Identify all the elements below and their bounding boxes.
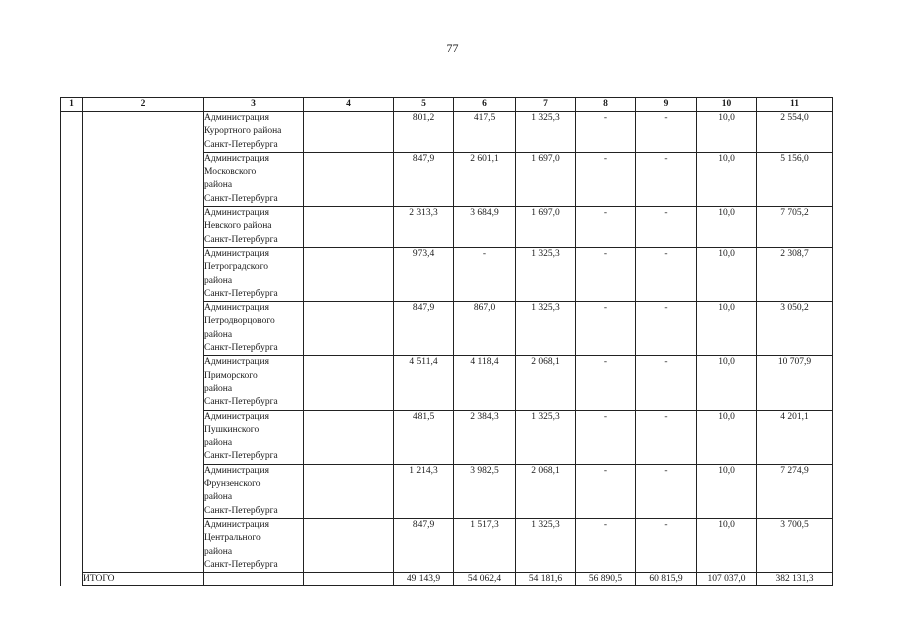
table-row <box>61 464 833 518</box>
value-cell: - <box>636 518 697 572</box>
value-cell: 10,0 <box>697 464 757 518</box>
table-row <box>61 518 833 572</box>
administration-name <box>204 302 304 356</box>
value-cell: 10,0 <box>697 152 757 206</box>
value-cell: - <box>636 152 697 206</box>
table-row <box>61 302 833 356</box>
administration-name-line: Администрация <box>204 303 269 314</box>
empty-cell <box>304 410 394 464</box>
administration-name-line: Администрация <box>204 411 269 422</box>
section-cell <box>83 247 204 301</box>
administration-name-line: Пушкинского <box>204 424 260 435</box>
budget-table <box>60 97 833 586</box>
value-cell: 417,5 <box>454 112 516 153</box>
row-number-cell <box>61 410 83 464</box>
value-cell: 2 601,1 <box>454 152 516 206</box>
column-number-row <box>61 98 833 112</box>
value-cell: - <box>636 410 697 464</box>
value-cell: 1 517,3 <box>454 518 516 572</box>
value-cell: 847,9 <box>394 152 454 206</box>
value-cell: 3 684,9 <box>454 207 516 248</box>
value-cell: 10,0 <box>697 112 757 153</box>
empty-cell <box>304 152 394 206</box>
administration-name-line: Администрация <box>204 519 269 530</box>
administration-name-line: Петродворцового <box>204 316 275 327</box>
value-cell: - <box>636 207 697 248</box>
row-number-cell <box>61 464 83 518</box>
value-cell: 10,0 <box>697 207 757 248</box>
row-number-cell <box>61 247 83 301</box>
value-cell: 5 156,0 <box>757 152 833 206</box>
value-cell: 10 707,9 <box>757 356 833 410</box>
column-header: 9 <box>636 98 697 112</box>
value-cell: 2 313,3 <box>394 207 454 248</box>
value-cell: 1 697,0 <box>516 152 576 206</box>
value-cell: - <box>636 247 697 301</box>
total-value: 54 062,4 <box>454 573 516 586</box>
value-cell: 7 274,9 <box>757 464 833 518</box>
value-cell: 7 705,2 <box>757 207 833 248</box>
administration-name <box>204 410 304 464</box>
total-value: 107 037,0 <box>697 573 757 586</box>
table-row <box>61 112 833 153</box>
total-row <box>61 573 833 586</box>
section-cell <box>83 152 204 206</box>
row-number-cell <box>61 207 83 248</box>
value-cell: 2 068,1 <box>516 356 576 410</box>
administration-name-line: Санкт-Петербурга <box>204 288 278 299</box>
value-cell: - <box>454 247 516 301</box>
administration-name-line: Московского <box>204 167 257 178</box>
value-cell: 10,0 <box>697 302 757 356</box>
administration-name-line: Курортного района <box>204 126 282 137</box>
administration-name <box>204 247 304 301</box>
administration-name-line: Невского района <box>204 221 272 232</box>
value-cell: - <box>576 152 636 206</box>
column-header: 7 <box>516 98 576 112</box>
value-cell: 4 118,4 <box>454 356 516 410</box>
value-cell: - <box>576 247 636 301</box>
value-cell: - <box>576 302 636 356</box>
total-spacer <box>61 573 83 586</box>
value-cell: 1 325,3 <box>516 247 576 301</box>
value-cell: 10,0 <box>697 356 757 410</box>
administration-name-line: Приморского <box>204 370 258 381</box>
administration-name-line: Администрация <box>204 113 269 123</box>
row-number-cell <box>61 152 83 206</box>
value-cell: - <box>576 112 636 153</box>
total-empty-cell <box>304 573 394 586</box>
administration-name-line: района <box>204 438 233 449</box>
column-header: 2 <box>83 98 204 112</box>
value-cell: 973,4 <box>394 247 454 301</box>
empty-cell <box>304 302 394 356</box>
administration-name-line: района <box>204 546 233 557</box>
value-cell: 1 325,3 <box>516 112 576 153</box>
column-header: 8 <box>576 98 636 112</box>
administration-name-line: Санкт-Петербурга <box>204 451 278 462</box>
administration-name-line: Центрального <box>204 533 261 544</box>
column-header: 1 <box>61 98 83 112</box>
section-cell <box>83 464 204 518</box>
total-value: 49 143,9 <box>394 573 454 586</box>
value-cell: 847,9 <box>394 302 454 356</box>
empty-cell <box>304 518 394 572</box>
value-cell: 867,0 <box>454 302 516 356</box>
value-cell: 10,0 <box>697 518 757 572</box>
value-cell: 10,0 <box>697 247 757 301</box>
administration-name-line: района <box>204 275 233 286</box>
value-cell: 1 697,0 <box>516 207 576 248</box>
administration-name-line: Санкт-Петербурга <box>204 139 278 150</box>
empty-cell <box>304 356 394 410</box>
row-number-cell <box>61 302 83 356</box>
value-cell: 3 050,2 <box>757 302 833 356</box>
column-header: 4 <box>304 98 394 112</box>
empty-cell <box>304 112 394 153</box>
value-cell: - <box>576 464 636 518</box>
value-cell: 801,2 <box>394 112 454 153</box>
section-cell <box>83 356 204 410</box>
section-cell <box>83 112 204 153</box>
column-header: 3 <box>204 98 304 112</box>
section-cell <box>83 518 204 572</box>
table-body <box>61 112 833 573</box>
page-number: 77 <box>446 41 459 55</box>
administration-name-line: района <box>204 492 233 503</box>
total-empty-cell <box>204 573 304 586</box>
table-row <box>61 410 833 464</box>
administration-name <box>204 207 304 248</box>
administration-name <box>204 112 304 153</box>
administration-name-line: района <box>204 329 233 340</box>
section-cell <box>83 207 204 248</box>
value-cell: 1 325,3 <box>516 410 576 464</box>
administration-name-line: Администрация <box>204 357 269 368</box>
row-number-cell <box>61 112 83 153</box>
table-row <box>61 207 833 248</box>
empty-cell <box>304 207 394 248</box>
administration-name-line: Петроградского <box>204 262 269 273</box>
value-cell: 847,9 <box>394 518 454 572</box>
value-cell: - <box>576 356 636 410</box>
administration-name-line: района <box>204 383 233 394</box>
administration-name-line: Администрация <box>204 465 269 476</box>
administration-name-line: Санкт-Петербурга <box>204 234 278 245</box>
total-value: 60 815,9 <box>636 573 697 586</box>
row-number-cell <box>61 518 83 572</box>
total-value: 54 181,6 <box>516 573 576 586</box>
administration-name <box>204 152 304 206</box>
section-cell <box>83 410 204 464</box>
value-cell: 4 201,1 <box>757 410 833 464</box>
column-header: 11 <box>757 98 833 112</box>
administration-name-line: Санкт-Петербурга <box>204 505 278 516</box>
administration-name-line: Санкт-Петербурга <box>204 193 278 204</box>
value-cell: 2 554,0 <box>757 112 833 153</box>
total-value: 56 890,5 <box>576 573 636 586</box>
value-cell: 4 511,4 <box>394 356 454 410</box>
empty-cell <box>304 247 394 301</box>
administration-name-line: района <box>204 180 233 191</box>
administration-name-line: Администрация <box>204 248 269 259</box>
value-cell: - <box>576 207 636 248</box>
value-cell: 481,5 <box>394 410 454 464</box>
table-row <box>61 247 833 301</box>
value-cell: 3 700,5 <box>757 518 833 572</box>
total-value: 382 131,3 <box>757 573 833 586</box>
value-cell: - <box>636 112 697 153</box>
empty-cell <box>304 464 394 518</box>
administration-name <box>204 464 304 518</box>
value-cell: - <box>576 518 636 572</box>
administration-name <box>204 356 304 410</box>
column-header: 5 <box>394 98 454 112</box>
value-cell: - <box>636 302 697 356</box>
administration-name-line: Санкт-Петербурга <box>204 343 278 354</box>
value-cell: 2 308,7 <box>757 247 833 301</box>
administration-name-line: Фрунзенского <box>204 479 261 490</box>
value-cell: 1 214,3 <box>394 464 454 518</box>
value-cell: - <box>636 464 697 518</box>
value-cell: 2 384,3 <box>454 410 516 464</box>
administration-name-line: Санкт-Петербурга <box>204 559 278 570</box>
row-number-cell <box>61 356 83 410</box>
table-row <box>61 152 833 206</box>
administration-name-line: Администрация <box>204 208 269 219</box>
value-cell: 3 982,5 <box>454 464 516 518</box>
administration-name <box>204 518 304 572</box>
column-header: 6 <box>454 98 516 112</box>
value-cell: 1 325,3 <box>516 302 576 356</box>
column-header: 10 <box>697 98 757 112</box>
table-row <box>61 356 833 410</box>
value-cell: 2 068,1 <box>516 464 576 518</box>
administration-name-line: Администрация <box>204 153 269 164</box>
value-cell: - <box>636 356 697 410</box>
value-cell: - <box>576 410 636 464</box>
section-cell <box>83 302 204 356</box>
total-label: ИТОГО <box>83 573 204 586</box>
administration-name-line: Санкт-Петербурга <box>204 397 278 408</box>
value-cell: 10,0 <box>697 410 757 464</box>
value-cell: 1 325,3 <box>516 518 576 572</box>
